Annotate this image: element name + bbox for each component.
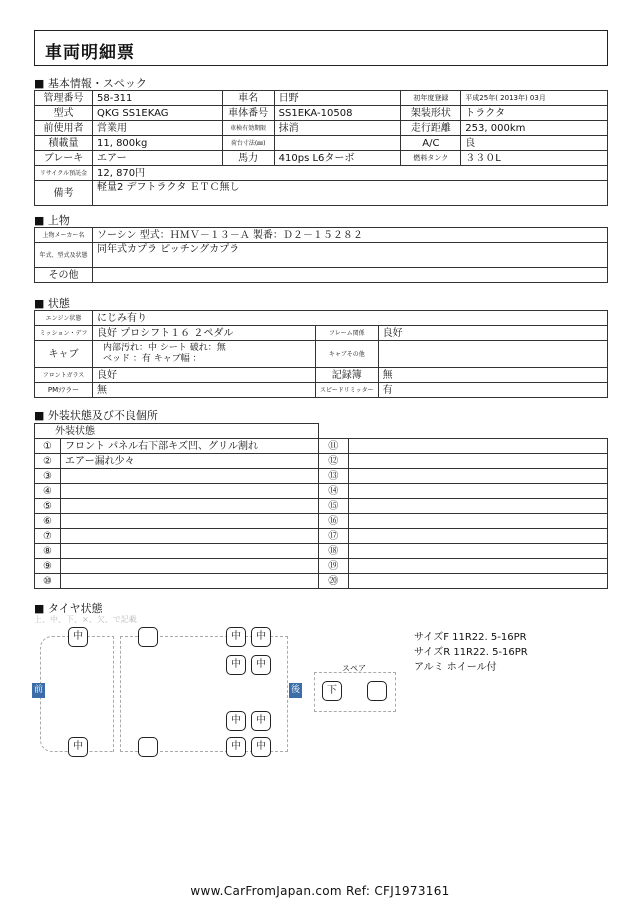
table-row [35, 341, 608, 368]
tire-size-rear: サイズR 11R22. 5-16PR [414, 647, 528, 658]
label: 燃料タンク [401, 151, 461, 166]
table-row [35, 514, 608, 529]
item-text [348, 469, 607, 484]
tire-second-right [138, 737, 158, 757]
item-text [60, 574, 318, 589]
label: 車体番号 [222, 106, 274, 121]
item-number: ③ [35, 469, 61, 484]
item-number: ⑯ [318, 514, 348, 529]
tire-rear1-left-inner: 中 [251, 627, 271, 647]
section-body-heading: ■ 上物 [34, 214, 70, 227]
spare-label: スペア [342, 664, 366, 673]
value: 日野 [274, 91, 401, 106]
tire-note: 上、中、下、×、欠、で記載 [34, 615, 137, 624]
item-text [348, 499, 607, 514]
table-row [35, 268, 608, 283]
table-row [35, 454, 608, 469]
item-text [60, 529, 318, 544]
item-number: ⑲ [318, 559, 348, 574]
label: 荷台寸法(㎜) [222, 136, 274, 151]
table-row [35, 544, 608, 559]
tire-rear2-left-inner: 中 [251, 655, 271, 675]
value: 平成25年( 2013年) 03月 [461, 91, 608, 106]
table-row [35, 311, 608, 326]
item-number: ④ [35, 484, 61, 499]
value: QKG SS1EKAG [92, 106, 222, 121]
label: 架装形状 [401, 106, 461, 121]
table-row [35, 91, 608, 106]
value: 11, 800kg [92, 136, 222, 151]
label: 初年度登録 [401, 91, 461, 106]
table-row [35, 484, 608, 499]
label: PMｿﾌラー [35, 383, 93, 398]
value: 良好 プロシフト１６ ２ペダル [92, 326, 315, 341]
label: リサイクル預託金 [35, 166, 93, 181]
section-condition-heading: ■ 状態 [34, 297, 70, 310]
item-number: ⑤ [35, 499, 61, 514]
label: 走行距離 [401, 121, 461, 136]
table-row [35, 439, 608, 454]
value [378, 341, 607, 368]
exterior-rows [35, 439, 608, 589]
table-row [35, 424, 608, 439]
value: 12, 870円 [92, 166, 607, 181]
label: 上物メーカー名 [35, 228, 93, 243]
value: にじみ有り [92, 311, 607, 326]
item-number: ⑨ [35, 559, 61, 574]
label: 年式、型式及状態 [35, 243, 93, 268]
tire-rear1-left-outer: 中 [226, 627, 246, 647]
cab-line-1: 内部汚れ：中 シート 破れ：無 [102, 343, 226, 353]
table-row [35, 121, 608, 136]
tire-second-left [138, 627, 158, 647]
label: エンジン状態 [35, 311, 93, 326]
item-text [348, 544, 607, 559]
item-number: ⑥ [35, 514, 61, 529]
label: 型式 [35, 106, 93, 121]
item-number: ⑫ [318, 454, 348, 469]
section-basic-heading: ■ 基本情報・スペック [34, 77, 147, 90]
tire-rear1-right-outer: 中 [251, 737, 271, 757]
table-row [35, 368, 608, 383]
label: 積載量 [35, 136, 93, 151]
label: ブレーキ [35, 151, 93, 166]
value: 58-311 [92, 91, 222, 106]
label: フレーム関係 [315, 326, 378, 341]
value [274, 136, 401, 151]
title-box [34, 30, 608, 66]
cab-outline [40, 636, 114, 752]
label: 前使用者 [35, 121, 93, 136]
basic-table [34, 90, 608, 206]
item-text [60, 499, 318, 514]
value [92, 268, 607, 283]
value: ソーシン 型式：ＨＭＶ－１３－Ａ 製番：Ｄ２－１５２８２ [92, 228, 607, 243]
exterior-table [34, 423, 608, 589]
value: 同年式カプラ ピッチングカプラ [92, 243, 607, 268]
table-row [35, 559, 608, 574]
label: キャブ [35, 341, 93, 368]
item-number: ⑳ [318, 574, 348, 589]
label: 管理番号 [35, 91, 93, 106]
tire-spare-1: 下 [322, 681, 342, 701]
value: 良 [461, 136, 608, 151]
table-row [35, 166, 608, 181]
label: A/C [401, 136, 461, 151]
item-text [60, 469, 318, 484]
wheel-info: アルミ ホイール付 [414, 662, 497, 673]
front-badge: 前 [32, 683, 45, 698]
item-number: ⑩ [35, 574, 61, 589]
value: 営業用 [92, 121, 222, 136]
item-text [60, 559, 318, 574]
value: 抹消 [274, 121, 401, 136]
section-exterior-heading: ■ 外装状態及び不良個所 [34, 409, 158, 422]
trailer-outline [120, 636, 288, 752]
label: ミッション・デフ [35, 326, 93, 341]
item-text [348, 439, 607, 454]
item-text [348, 574, 607, 589]
item-text [348, 559, 607, 574]
exterior-header: 外装状態 [35, 424, 319, 439]
value: 軽量2 デフトラクタ ＥＴＣ無し [92, 181, 607, 206]
page-title: 車両明細票 [45, 43, 135, 63]
value: 有 [378, 383, 607, 398]
table-row [35, 181, 608, 206]
tire-front-left: 中 [68, 627, 88, 647]
item-number: ⑰ [318, 529, 348, 544]
value: SS1EKA-10508 [274, 106, 401, 121]
tire-rear2-right-inner: 中 [226, 711, 246, 731]
label: 記録簿 [315, 368, 378, 383]
table-row [35, 106, 608, 121]
value: 無 [92, 383, 315, 398]
item-text: エアー漏れ少々 [60, 454, 318, 469]
item-number: ⑱ [318, 544, 348, 559]
label: スピードリミッター [315, 383, 378, 398]
table-row [35, 151, 608, 166]
item-text: フロント パネル右下部キズ凹、グリル割れ [60, 439, 318, 454]
table-row [35, 574, 608, 589]
value: 良好 [378, 326, 607, 341]
table-row [35, 228, 608, 243]
value: エアー [92, 151, 222, 166]
item-number: ② [35, 454, 61, 469]
cab-line-2: ベッド ：有 キャブ幅 ： [102, 354, 202, 364]
footer-ref: www.CarFromJapan.com Ref: CFJ1973161 [190, 884, 450, 898]
value: 253, 000km [461, 121, 608, 136]
tire-spare-2 [367, 681, 387, 701]
label: 車名 [222, 91, 274, 106]
item-number: ① [35, 439, 61, 454]
item-text [60, 544, 318, 559]
value: ３３０L [461, 151, 608, 166]
table-row [35, 326, 608, 341]
item-text [60, 484, 318, 499]
item-text [348, 529, 607, 544]
table-row [35, 529, 608, 544]
item-text [348, 514, 607, 529]
label: 馬力 [222, 151, 274, 166]
table-row [35, 383, 608, 398]
item-number: ⑦ [35, 529, 61, 544]
value: 410ps L6ターボ [274, 151, 401, 166]
item-text [60, 514, 318, 529]
value: 無 [378, 368, 607, 383]
label: フロントガラス [35, 368, 93, 383]
item-number: ⑪ [318, 439, 348, 454]
label: 備考 [35, 181, 93, 206]
section-tire-heading: ■ タイヤ状態 [34, 602, 103, 615]
table-row [35, 243, 608, 268]
body-table [34, 227, 608, 283]
item-text [348, 484, 607, 499]
table-row [35, 136, 608, 151]
tire-size-front: サイズF 11R22. 5-16PR [414, 632, 527, 643]
item-number: ⑧ [35, 544, 61, 559]
item-number: ⑬ [318, 469, 348, 484]
table-row [35, 499, 608, 514]
item-number: ⑮ [318, 499, 348, 514]
tire-front-right: 中 [68, 737, 88, 757]
value: トラクタ [461, 106, 608, 121]
tire-rear2-left-outer: 中 [226, 655, 246, 675]
label: キャブその他 [315, 341, 378, 368]
rear-badge: 後 [289, 683, 302, 698]
label: 車検有効期限 [222, 121, 274, 136]
table-row [35, 469, 608, 484]
condition-table [34, 310, 608, 398]
item-text [348, 454, 607, 469]
value: 良好 [92, 368, 315, 383]
tire-rear1-right-inner: 中 [226, 737, 246, 757]
label: その他 [35, 268, 93, 283]
tire-rear2-right-outer: 中 [251, 711, 271, 731]
item-number: ⑭ [318, 484, 348, 499]
